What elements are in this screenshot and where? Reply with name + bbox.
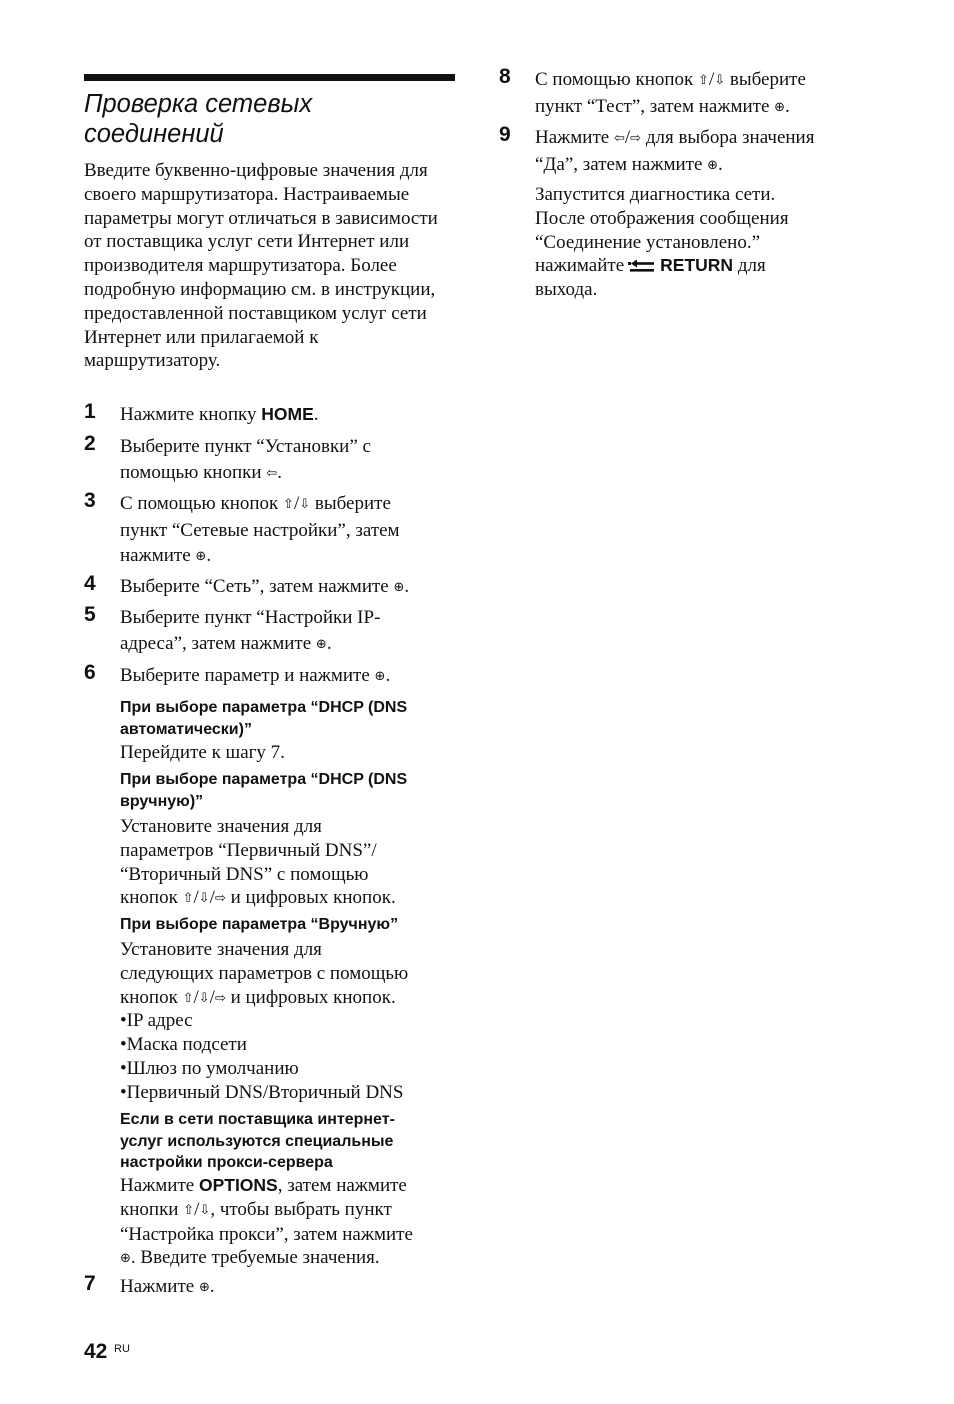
step-number: 6 <box>84 661 96 684</box>
section-rule <box>84 74 455 81</box>
left-arrow-icon: ⇦ <box>266 465 278 481</box>
list-item: •Маска подсети <box>120 1034 247 1055</box>
step-number: 4 <box>84 572 96 595</box>
dhcp-auto-text: Перейдите к шагу 7. <box>120 742 285 763</box>
left-arrow-icon: ⇦ <box>613 131 625 146</box>
step-number: 7 <box>84 1272 96 1295</box>
dhcp-auto-heading: При выборе параметра “DHCP (DNS автоматически)” <box>120 699 408 738</box>
down-arrow-icon: ⇩ <box>198 990 210 1006</box>
step-number: 9 <box>499 123 511 146</box>
intro-paragraph: Введите буквенно-цифровые значения для своего маршрутизатора. Настраиваемые параметры могут отличаться в зависимости от поставщика услуг сети Интернет или производителя маршрутизатора. Более подробную информацию см. в инструкции, предоставленной поставщиком услуг сети Интернет или прилагаемой к маршрутизатору. <box>84 160 438 372</box>
down-arrow-icon: ⇩ <box>199 1202 211 1218</box>
step-number: 2 <box>84 432 96 455</box>
up-arrow-icon: ⇧ <box>283 497 294 512</box>
step-number: 1 <box>84 400 96 423</box>
section-title: Проверка сетевых соединений <box>84 90 313 148</box>
down-arrow-icon: ⇩ <box>198 891 210 907</box>
enter-icon: ⊕ <box>774 99 786 115</box>
right-arrow-icon: ⇨ <box>214 891 226 907</box>
enter-icon: ⊕ <box>120 1251 131 1267</box>
page-lang-code: RU <box>114 1343 130 1355</box>
enter-icon: ⊕ <box>195 549 207 564</box>
up-arrow-icon: ⇧ <box>182 990 194 1006</box>
dhcp-manual-heading: При выборе параметра “DHCP (DNS вручную)” <box>120 771 408 810</box>
diagnostics-text: Запустится диагностика сети. После отображения сообщения “Соединение установлено.” нажимайте RETURN для выхода. <box>535 184 789 301</box>
step-number: 5 <box>84 603 96 626</box>
step-number: 3 <box>84 489 96 512</box>
enter-icon: ⊕ <box>393 580 405 595</box>
up-arrow-icon: ⇧ <box>698 73 709 88</box>
right-arrow-icon: ⇨ <box>214 990 226 1006</box>
up-arrow-icon: ⇧ <box>183 1202 195 1218</box>
options-key-label: OPTIONS <box>198 1175 278 1195</box>
dhcp-manual-text: Установите значения для параметров “Первичный DNS”/ “Вторичный DNS” с помощью кнопок ⇧/⇩/⇨ и цифровых кнопок. <box>120 816 396 909</box>
list-item: •IP адрес <box>120 1010 193 1031</box>
down-arrow-icon: ⇩ <box>299 497 311 512</box>
page-number: 42 <box>84 1340 108 1363</box>
down-arrow-icon: ⇩ <box>714 73 726 88</box>
list-item: •Первичный DNS/Вторичный DNS <box>120 1082 404 1103</box>
manual-text: Установите значения для следующих параметров с помощью кнопок ⇧/⇩/⇨ и цифровых кнопок. <box>120 939 409 1008</box>
enter-icon: ⊕ <box>374 669 386 684</box>
home-key-label: HOME <box>261 404 314 424</box>
up-arrow-icon: ⇧ <box>182 891 194 907</box>
manual-heading: При выборе параметра “Вручную” <box>120 916 399 933</box>
return-icon <box>628 259 656 273</box>
proxy-heading: Если в сети поставщика интернет- услуг используются специальные настройки прокси-сервера <box>120 1111 395 1171</box>
list-item: •Шлюз по умолчанию <box>120 1058 299 1079</box>
return-key-label: RETURN <box>660 255 734 276</box>
enter-icon: ⊕ <box>707 157 719 173</box>
right-arrow-icon: ⇨ <box>630 131 642 146</box>
enter-icon: ⊕ <box>198 1280 210 1295</box>
step-number: 8 <box>499 65 511 88</box>
proxy-text: Нажмите OPTIONS, затем нажмите кнопки ⇧/⇩, чтобы выбрать пункт “Настройка прокси”, затем нажмите ⊕. Введите требуемые значения. <box>120 1175 413 1269</box>
enter-icon: ⊕ <box>315 636 327 652</box>
